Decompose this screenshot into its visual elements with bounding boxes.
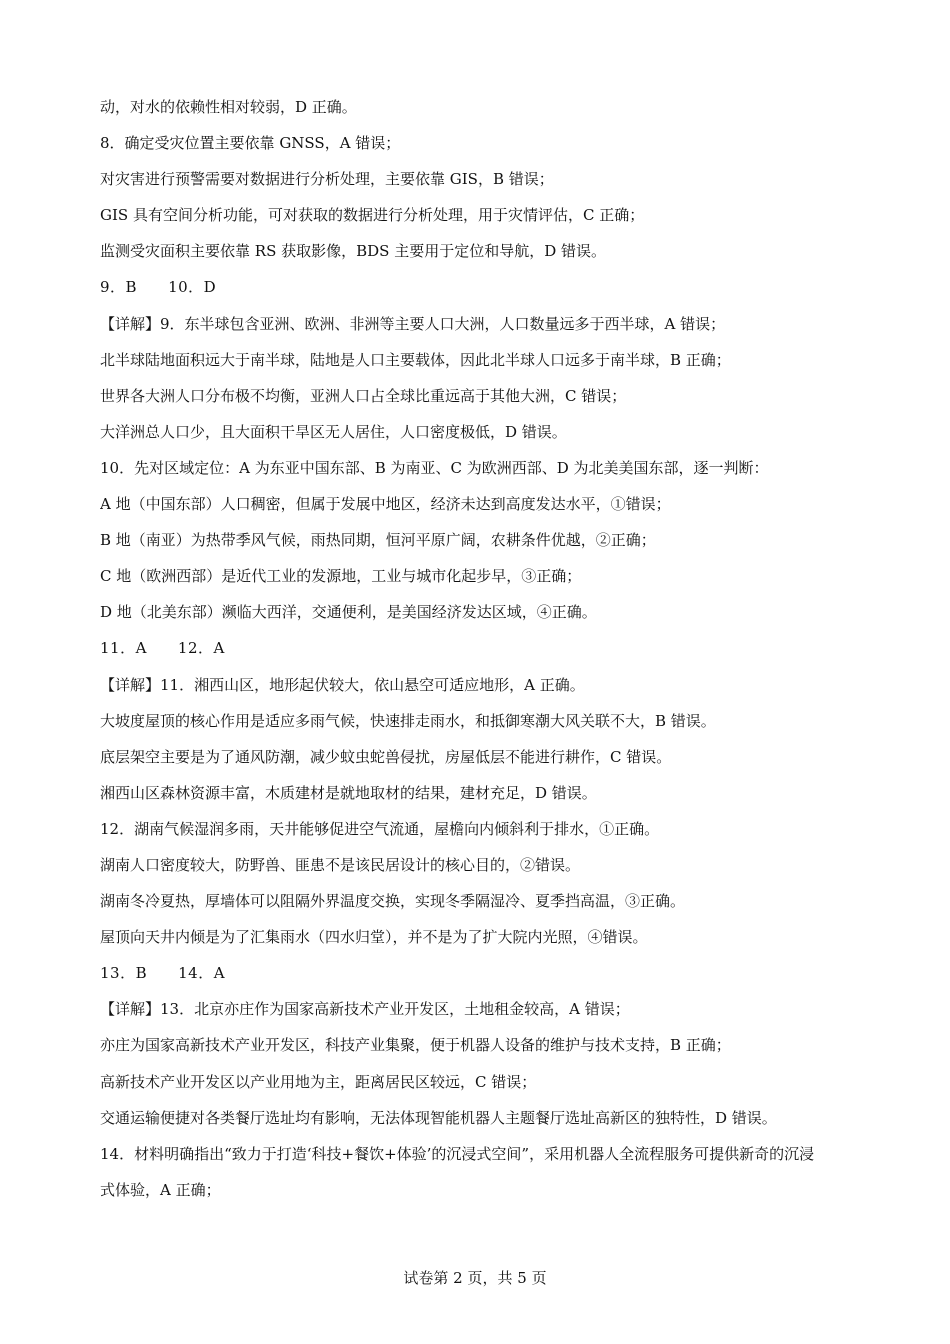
text-line: 湖南冬冷夏热，厚墙体可以阻隔外界温度交换，实现冬季隔湿冷、夏季挡高温，③正确。 [100, 892, 686, 911]
text-line: 动，对水的依赖性相对较弱，D 正确。 [100, 98, 357, 116]
answer-8-line: 8．确定受灾位置主要依靠 GNSS，A 错误； [100, 134, 401, 153]
text-line: B 地（南亚）为热带季风气候，雨热同期，恒河平原广阔，农耕条件优越，②正确； [100, 531, 656, 550]
text-line: A 地（中国东部）人口稠密，但属于发展中地区，经济未达到高度发达水平，①错误； [100, 495, 671, 514]
text-line: 监测受灾面积主要依靠 RS 获取影像，BDS 主要用于定位和导航，D 错误。 [100, 242, 606, 261]
explanation-11-line: 【详解】11．湘西山区，地形起伏较大，依山悬空可适应地形，A 正确。 [100, 675, 585, 694]
text-line: 大坡度屋顶的核心作用是适应多雨气候，快速排走雨水，和抵御寒潮大风关联不大，B 错误。 [100, 711, 716, 730]
answer-key-9-10: 9．B 10．D [100, 278, 217, 297]
explanation-14-line: 14．材料明确指出“致力于打造‘科技+餐饮+体验’的沉浸式空间”，采用机器人全流程服务可提供新奇的沉浸 [100, 1144, 815, 1163]
text-line: GIS 具有空间分析功能，可对获取的数据进行分析处理，用于灾情评估，C 正确； [100, 206, 645, 225]
text-line: 底层架空主要是为了通风防潮，减少蚊虫蛇兽侵扰，房屋低层不能进行耕作，C 错误。 [100, 747, 672, 766]
text-line: 屋顶向天井内倾是为了汇集雨水（四水归堂），并不是为了扩大院内光照，④错误。 [100, 928, 648, 947]
answer-key-11-12: 11．A 12．A [100, 639, 225, 658]
text-line: 大洋洲总人口少，且大面积干旱区无人居住，人口密度极低，D 错误。 [100, 422, 567, 441]
answer-key-13-14: 13．B 14．A [100, 964, 226, 983]
text-line: 高新技术产业开发区以产业用地为主，距离居民区较远，C 错误； [100, 1072, 537, 1091]
text-line: 世界各大洲人口分布极不均衡，亚洲人口占全球比重远高于其他大洲，C 错误； [100, 386, 627, 405]
text-line: 对灾害进行预警需要对数据进行分析处理，主要依靠 GIS，B 错误； [100, 170, 554, 189]
answer-text-body [100, 98, 870, 1217]
text-line: 北半球陆地面积远大于南半球，陆地是人口主要载体，因此北半球人口远多于南半球，B 正确； [100, 350, 731, 369]
text-line: 交通运输便捷对各类餐厅选址均有影响，无法体现智能机器人主题餐厅选址高新区的独特性，D 错误。 [100, 1108, 777, 1127]
explanation-10-line: 10．先对区域定位：A 为东亚中国东部、B 为南亚、C 为欧洲西部、D 为北美美国东部，逐一判断： [100, 458, 769, 477]
text-line: 湘西山区森林资源丰富，木质建材是就地取材的结果，建材充足，D 错误。 [100, 783, 597, 802]
page-footer: 试卷第 2 页，共 5 页 [403, 1269, 547, 1287]
explanation-12-line: 12．湖南气候湿润多雨，天井能够促进空气流通，屋檐向内倾斜利于排水，①正确。 [100, 819, 660, 838]
explanation-13-line: 【详解】13．北京亦庄作为国家高新技术产业开发区，土地租金较高，A 错误； [100, 1000, 630, 1019]
text-line: D 地（北美东部）濒临大西洋，交通便利，是美国经济发达区域，④正确。 [100, 603, 597, 622]
explanation-9-line: 【详解】9．东半球包含亚洲、欧洲、非洲等主要人口大洲，人口数量远多于西半球，A 错误； [100, 314, 726, 333]
text-line: 亦庄为国家高新技术产业开发区，科技产业集聚，便于机器人设备的维护与技术支持，B 正确； [100, 1036, 731, 1055]
text-line: C 地（欧洲西部）是近代工业的发源地，工业与城市化起步早，③正确； [100, 567, 582, 586]
text-line: 式体验，A 正确； [100, 1180, 221, 1199]
text-line: 湖南人口密度较大，防野兽、匪患不是该民居设计的核心目的，②错误。 [100, 855, 581, 874]
